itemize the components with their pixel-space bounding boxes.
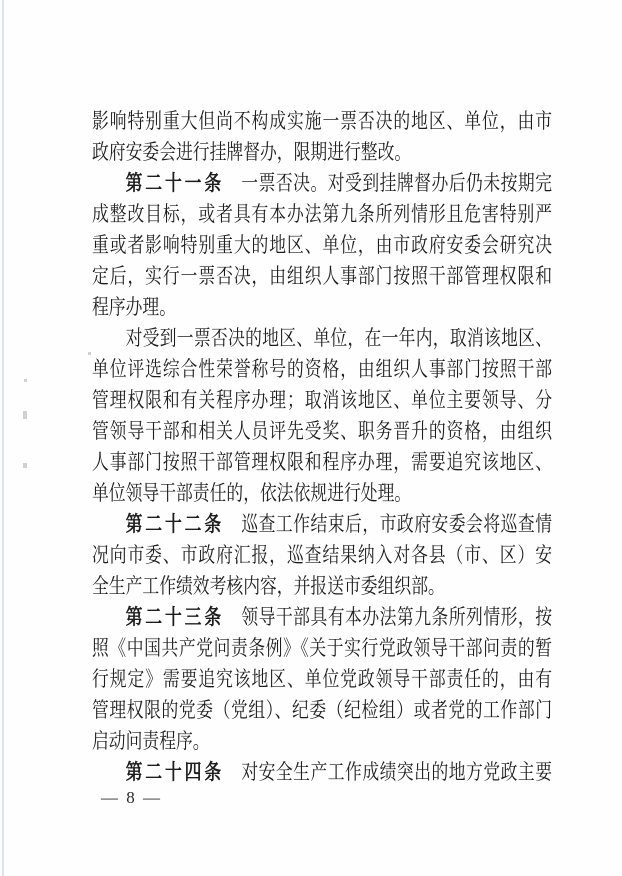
- article-heading-line: [92, 168, 552, 199]
- article-text: 领导干部具有本办法第九条所列情形，按: [224, 605, 553, 629]
- article-number: 第二十一条: [125, 172, 225, 195]
- text-line: 全生产工作绩效考核内容，并报送市委组织部。: [92, 574, 445, 598]
- text-line: 成整改目标，或者具有本办法第九条所列情形且危害特别严: [92, 202, 552, 226]
- text-line: 管理权限的党委（党组）、纪委（纪检组）或者党的工作部门: [92, 698, 552, 722]
- text-line: 人事部门按照干部管理权限和程序办理，需要追究该地区、: [92, 450, 552, 474]
- text-line: 照《中国共产党问责条例》《关于实行党政领导干部问责的暂: [92, 636, 552, 660]
- page-number: — 8 —: [101, 788, 162, 807]
- text-line: 对受到一票否决的地区、单位，在一年内，取消该地区、: [125, 326, 552, 350]
- article-text: 巡查工作结束后，市政府安委会将巡查情: [224, 512, 553, 536]
- scan-speck: [88, 352, 91, 355]
- text-line: 影响特别重大但尚不构成实施一票否决的地区、单位，由市: [92, 109, 552, 133]
- text-line: 程序办理。: [92, 295, 176, 319]
- text-line: 管理权限和有关程序办理；取消该地区、单位主要领导、分: [92, 388, 552, 412]
- text-line: 单位评选综合性荣誉称号的资格，由组织人事部门按照干部: [92, 357, 552, 381]
- text-line: 启动问责程序。: [92, 729, 210, 753]
- scan-speck: [24, 379, 27, 382]
- article-text: 对安全生产工作成绩突出的地方党政主要: [224, 760, 553, 784]
- text-line: 管领导干部和相关人员评先受奖、职务晋升的资格，由组织: [92, 419, 552, 443]
- article-heading-line: [92, 509, 552, 540]
- article-number: 第二十三条: [125, 606, 225, 629]
- text-line: 况向市委、市政府汇报，巡查结果纳入对各县（市、区）安: [92, 543, 552, 567]
- scan-speck: [23, 463, 27, 468]
- scan-speck: [23, 411, 27, 419]
- text-line: 定后，实行一票否决，由组织人事部门按照干部管理权限和: [92, 264, 552, 288]
- text-line: 重或者影响特别重大的地区、单位，由市政府安委会研究决: [92, 233, 552, 257]
- article-number: 第二十四条: [125, 761, 225, 784]
- text-line: 单位领导干部责任的，依法依规进行处理。: [92, 481, 412, 505]
- scan-edge-line: [2, 0, 4, 876]
- article-heading-line: [92, 602, 552, 633]
- document-body: [92, 106, 552, 788]
- article-text: 一票否决。对受到挂牌督办后仍未按期完: [224, 171, 553, 195]
- text-line: 政府安委会进行挂牌督办，限期进行整改。: [92, 140, 412, 164]
- article-heading-line: [92, 757, 552, 788]
- text-line: 行规定》需要追究该地区、单位党政领导干部责任的，由有: [92, 667, 552, 691]
- article-number: 第二十二条: [125, 513, 225, 536]
